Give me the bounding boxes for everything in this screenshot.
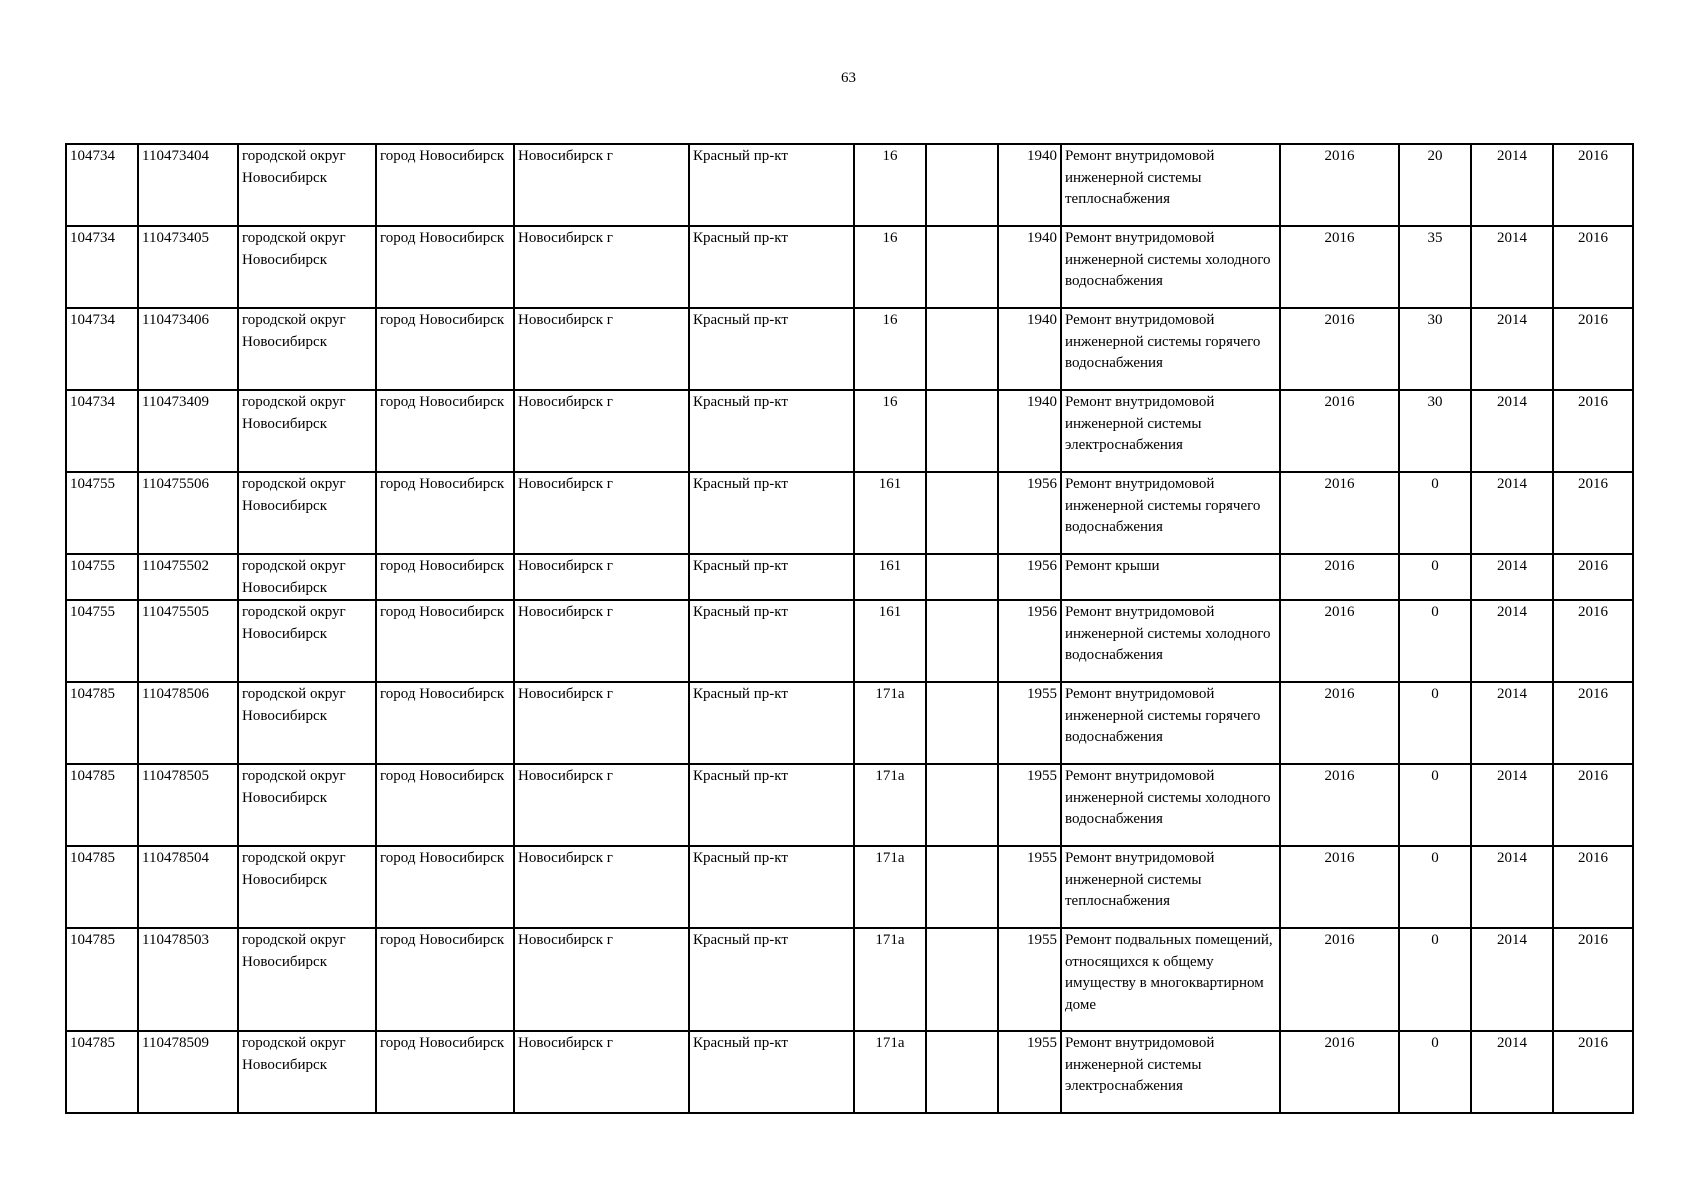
cell-wear-percent: 30 — [1399, 390, 1471, 472]
cell-municipality: городской округ Новосибирск — [238, 1031, 376, 1113]
cell-municipality: городской округ Новосибирск — [238, 600, 376, 682]
cell-year-built: 1940 — [998, 144, 1061, 226]
cell-wear-percent: 20 — [1399, 144, 1471, 226]
cell-city: Новосибирск г — [514, 682, 689, 764]
cell-house-number: 171а — [854, 846, 926, 928]
cell-city: Новосибирск г — [514, 764, 689, 846]
cell-street: Красный пр-кт — [689, 226, 854, 308]
cell-planned-year: 2016 — [1280, 682, 1399, 764]
cell-street: Красный пр-кт — [689, 682, 854, 764]
cell-building — [926, 764, 998, 846]
cell-work-type: Ремонт подвальных помещений, относящихся к общему имуществу в многоквартирном доме — [1061, 928, 1280, 1031]
cell-house-number: 16 — [854, 390, 926, 472]
cell-building — [926, 928, 998, 1031]
cell-record-code: 110473409 — [138, 390, 238, 472]
cell-period-start: 2014 — [1471, 600, 1553, 682]
cell-period-end: 2016 — [1553, 1031, 1633, 1113]
cell-street: Красный пр-кт — [689, 928, 854, 1031]
cell-house-number: 161 — [854, 600, 926, 682]
cell-house-id: 104755 — [66, 554, 138, 600]
cell-year-built: 1955 — [998, 928, 1061, 1031]
cell-period-end: 2016 — [1553, 928, 1633, 1031]
cell-year-built: 1956 — [998, 554, 1061, 600]
cell-year-built: 1955 — [998, 1031, 1061, 1113]
cell-municipality: городской округ Новосибирск — [238, 764, 376, 846]
cell-record-code: 110478503 — [138, 928, 238, 1031]
cell-year-built: 1956 — [998, 472, 1061, 554]
table-row — [66, 308, 1633, 390]
cell-settlement: город Новосибирск — [376, 144, 514, 226]
cell-building — [926, 846, 998, 928]
cell-city: Новосибирск г — [514, 928, 689, 1031]
cell-house-id: 104785 — [66, 682, 138, 764]
cell-work-type: Ремонт крыши — [1061, 554, 1280, 600]
cell-period-start: 2014 — [1471, 390, 1553, 472]
cell-year-built: 1955 — [998, 682, 1061, 764]
cell-settlement: город Новосибирск — [376, 308, 514, 390]
cell-planned-year: 2016 — [1280, 764, 1399, 846]
cell-street: Красный пр-кт — [689, 308, 854, 390]
cell-settlement: город Новосибирск — [376, 600, 514, 682]
cell-period-start: 2014 — [1471, 144, 1553, 226]
cell-municipality: городской округ Новосибирск — [238, 390, 376, 472]
cell-settlement: город Новосибирск — [376, 1031, 514, 1113]
table-row — [66, 472, 1633, 554]
cell-building — [926, 144, 998, 226]
cell-period-end: 2016 — [1553, 144, 1633, 226]
cell-house-number: 161 — [854, 554, 926, 600]
cell-planned-year: 2016 — [1280, 226, 1399, 308]
cell-planned-year: 2016 — [1280, 554, 1399, 600]
cell-planned-year: 2016 — [1280, 390, 1399, 472]
table-row — [66, 846, 1633, 928]
cell-record-code: 110473405 — [138, 226, 238, 308]
cell-record-code: 110473404 — [138, 144, 238, 226]
cell-record-code: 110475502 — [138, 554, 238, 600]
cell-settlement: город Новосибирск — [376, 472, 514, 554]
cell-work-type: Ремонт внутридомовой инженерной системы горячего водоснабжения — [1061, 682, 1280, 764]
cell-wear-percent: 0 — [1399, 600, 1471, 682]
cell-period-end: 2016 — [1553, 764, 1633, 846]
cell-house-number: 16 — [854, 144, 926, 226]
cell-work-type: Ремонт внутридомовой инженерной системы электроснабжения — [1061, 1031, 1280, 1113]
cell-period-end: 2016 — [1553, 554, 1633, 600]
cell-planned-year: 2016 — [1280, 1031, 1399, 1113]
cell-year-built: 1956 — [998, 600, 1061, 682]
cell-municipality: городской округ Новосибирск — [238, 554, 376, 600]
table-row — [66, 390, 1633, 472]
cell-house-id: 104734 — [66, 390, 138, 472]
cell-period-end: 2016 — [1553, 308, 1633, 390]
cell-house-number: 16 — [854, 308, 926, 390]
cell-house-id: 104785 — [66, 928, 138, 1031]
cell-wear-percent: 0 — [1399, 682, 1471, 764]
cell-city: Новосибирск г — [514, 600, 689, 682]
table-row — [66, 682, 1633, 764]
cell-period-end: 2016 — [1553, 226, 1633, 308]
table-row — [66, 554, 1633, 600]
cell-building — [926, 554, 998, 600]
cell-municipality: городской округ Новосибирск — [238, 682, 376, 764]
cell-record-code: 110478504 — [138, 846, 238, 928]
table-row — [66, 764, 1633, 846]
cell-record-code: 110478509 — [138, 1031, 238, 1113]
cell-record-code: 110475505 — [138, 600, 238, 682]
cell-period-end: 2016 — [1553, 682, 1633, 764]
cell-wear-percent: 0 — [1399, 846, 1471, 928]
page-number: 63 — [841, 70, 856, 86]
cell-record-code: 110473406 — [138, 308, 238, 390]
table-row — [66, 928, 1633, 1031]
cell-wear-percent: 35 — [1399, 226, 1471, 308]
cell-record-code: 110478505 — [138, 764, 238, 846]
table-row — [66, 600, 1633, 682]
cell-wear-percent: 0 — [1399, 1031, 1471, 1113]
cell-street: Красный пр-кт — [689, 600, 854, 682]
cell-municipality: городской округ Новосибирск — [238, 308, 376, 390]
cell-building — [926, 472, 998, 554]
cell-period-start: 2014 — [1471, 472, 1553, 554]
repair-schedule-table — [65, 143, 1634, 1114]
cell-planned-year: 2016 — [1280, 600, 1399, 682]
table-row — [66, 226, 1633, 308]
cell-street: Красный пр-кт — [689, 390, 854, 472]
cell-building — [926, 308, 998, 390]
cell-planned-year: 2016 — [1280, 928, 1399, 1031]
cell-city: Новосибирск г — [514, 846, 689, 928]
cell-house-number: 171а — [854, 764, 926, 846]
cell-year-built: 1955 — [998, 846, 1061, 928]
cell-work-type: Ремонт внутридомовой инженерной системы электроснабжения — [1061, 390, 1280, 472]
cell-house-id: 104785 — [66, 1031, 138, 1113]
cell-settlement: город Новосибирск — [376, 928, 514, 1031]
cell-municipality: городской округ Новосибирск — [238, 226, 376, 308]
cell-city: Новосибирск г — [514, 1031, 689, 1113]
cell-building — [926, 390, 998, 472]
cell-city: Новосибирск г — [514, 226, 689, 308]
cell-building — [926, 226, 998, 308]
cell-house-number: 171а — [854, 928, 926, 1031]
cell-house-number: 161 — [854, 472, 926, 554]
cell-record-code: 110478506 — [138, 682, 238, 764]
cell-work-type: Ремонт внутридомовой инженерной системы холодного водоснабжения — [1061, 764, 1280, 846]
cell-wear-percent: 0 — [1399, 928, 1471, 1031]
cell-settlement: город Новосибирск — [376, 226, 514, 308]
cell-city: Новосибирск г — [514, 554, 689, 600]
cell-wear-percent: 0 — [1399, 472, 1471, 554]
cell-period-start: 2014 — [1471, 554, 1553, 600]
cell-settlement: город Новосибирск — [376, 682, 514, 764]
cell-planned-year: 2016 — [1280, 308, 1399, 390]
cell-house-number: 16 — [854, 226, 926, 308]
cell-period-start: 2014 — [1471, 682, 1553, 764]
cell-period-start: 2014 — [1471, 308, 1553, 390]
cell-city: Новосибирск г — [514, 390, 689, 472]
cell-street: Красный пр-кт — [689, 554, 854, 600]
cell-settlement: город Новосибирск — [376, 390, 514, 472]
cell-work-type: Ремонт внутридомовой инженерной системы холодного водоснабжения — [1061, 600, 1280, 682]
cell-period-start: 2014 — [1471, 226, 1553, 308]
cell-house-number: 171а — [854, 1031, 926, 1113]
cell-work-type: Ремонт внутридомовой инженерной системы холодного водоснабжения — [1061, 226, 1280, 308]
cell-house-id: 104755 — [66, 600, 138, 682]
cell-street: Красный пр-кт — [689, 472, 854, 554]
cell-record-code: 110475506 — [138, 472, 238, 554]
cell-work-type: Ремонт внутридомовой инженерной системы теплоснабжения — [1061, 846, 1280, 928]
table-row — [66, 144, 1633, 226]
cell-settlement: город Новосибирск — [376, 764, 514, 846]
cell-settlement: город Новосибирск — [376, 554, 514, 600]
cell-period-start: 2014 — [1471, 846, 1553, 928]
cell-city: Новосибирск г — [514, 144, 689, 226]
cell-wear-percent: 0 — [1399, 764, 1471, 846]
cell-house-id: 104785 — [66, 764, 138, 846]
cell-municipality: городской округ Новосибирск — [238, 846, 376, 928]
cell-street: Красный пр-кт — [689, 144, 854, 226]
cell-period-end: 2016 — [1553, 390, 1633, 472]
cell-period-end: 2016 — [1553, 472, 1633, 554]
cell-work-type: Ремонт внутридомовой инженерной системы горячего водоснабжения — [1061, 472, 1280, 554]
cell-period-start: 2014 — [1471, 928, 1553, 1031]
cell-house-id: 104785 — [66, 846, 138, 928]
cell-planned-year: 2016 — [1280, 846, 1399, 928]
cell-work-type: Ремонт внутридомовой инженерной системы горячего водоснабжения — [1061, 308, 1280, 390]
cell-year-built: 1940 — [998, 226, 1061, 308]
cell-planned-year: 2016 — [1280, 144, 1399, 226]
cell-city: Новосибирск г — [514, 308, 689, 390]
cell-period-end: 2016 — [1553, 846, 1633, 928]
cell-street: Красный пр-кт — [689, 846, 854, 928]
cell-wear-percent: 30 — [1399, 308, 1471, 390]
cell-period-start: 2014 — [1471, 764, 1553, 846]
cell-house-id: 104734 — [66, 226, 138, 308]
cell-year-built: 1940 — [998, 308, 1061, 390]
cell-wear-percent: 0 — [1399, 554, 1471, 600]
cell-work-type: Ремонт внутридомовой инженерной системы теплоснабжения — [1061, 144, 1280, 226]
table-body — [66, 144, 1633, 1113]
cell-city: Новосибирск г — [514, 472, 689, 554]
table-row — [66, 1031, 1633, 1113]
cell-house-id: 104734 — [66, 308, 138, 390]
cell-building — [926, 600, 998, 682]
cell-municipality: городской округ Новосибирск — [238, 144, 376, 226]
cell-house-id: 104755 — [66, 472, 138, 554]
cell-street: Красный пр-кт — [689, 1031, 854, 1113]
cell-settlement: город Новосибирск — [376, 846, 514, 928]
cell-building — [926, 682, 998, 764]
cell-street: Красный пр-кт — [689, 764, 854, 846]
cell-municipality: городской округ Новосибирск — [238, 472, 376, 554]
cell-year-built: 1940 — [998, 390, 1061, 472]
cell-planned-year: 2016 — [1280, 472, 1399, 554]
cell-period-end: 2016 — [1553, 600, 1633, 682]
cell-period-start: 2014 — [1471, 1031, 1553, 1113]
cell-house-id: 104734 — [66, 144, 138, 226]
cell-building — [926, 1031, 998, 1113]
cell-municipality: городской округ Новосибирск — [238, 928, 376, 1031]
cell-year-built: 1955 — [998, 764, 1061, 846]
cell-house-number: 171а — [854, 682, 926, 764]
